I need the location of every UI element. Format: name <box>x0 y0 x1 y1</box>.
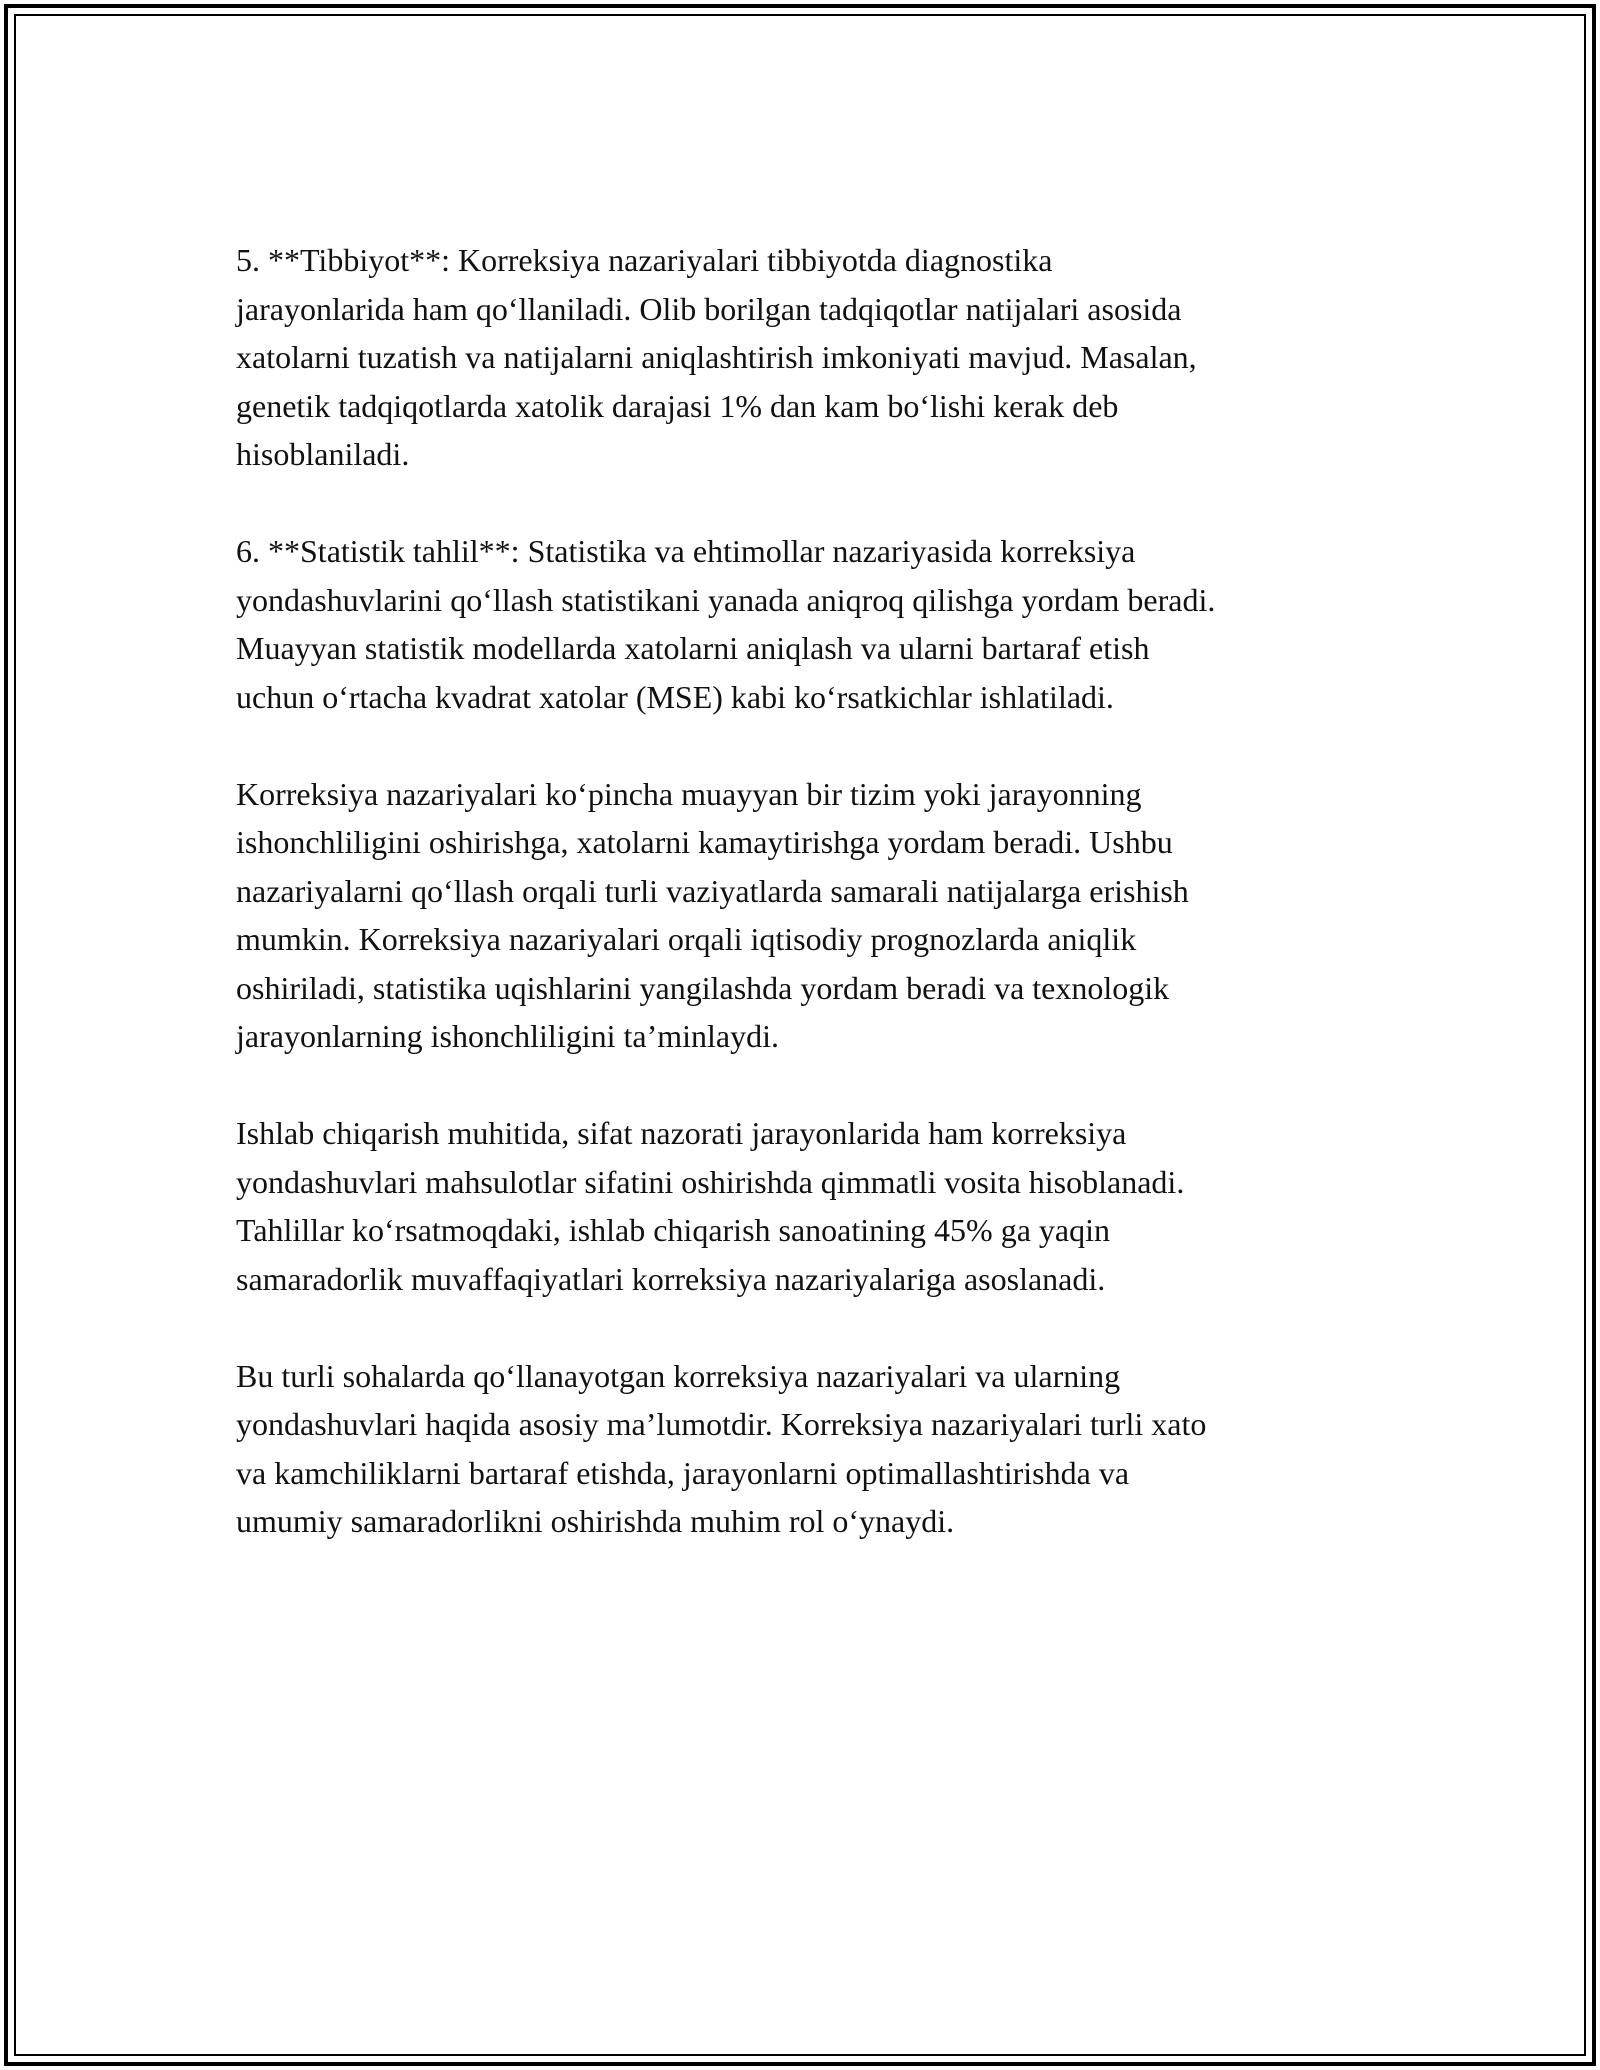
text-line: Korreksiya nazariyalari koʻpincha muayyan bir tizim yoki jarayonning <box>236 775 1142 812</box>
text-line: hisoblaniladi. <box>236 436 410 472</box>
text-line: ishonchliligini oshirishga, xatolarni kamaytirishga yordam beradi. Ushbu <box>236 824 1173 860</box>
text-line: yondashuvlarini qoʻllash statistikani yanada aniqroq qilishga yordam beradi. <box>236 581 1216 618</box>
text-line: xatolarni tuzatish va natijalarni aniqlashtirish imkoniyati mavjud. Masalan, <box>236 339 1197 375</box>
text-line: Ishlab chiqarish muhitida, sifat nazorati jarayonlarida ham korreksiya <box>236 1115 1127 1151</box>
text-line: yondashuvlari haqida asosiy maʼlumotdir. Korreksiya nazariyalari turli xato <box>236 1406 1207 1442</box>
text-line: va kamchiliklarni bartaraf etishda, jarayonlarni optimallashtirishda va <box>236 1454 1130 1491</box>
paragraph-ishlab-chiqarish <box>236 1109 1366 1303</box>
text-line: yondashuvlari mahsulotlar sifatini oshirishda qimmatli vosita hisoblanadi. <box>236 1163 1185 1200</box>
text-line: 6. **Statistik tahlil**: Statistika va ehtimollar nazariyasida korreksiya <box>236 533 1136 569</box>
text-line: umumiy samaradorlikni oshirishda muhim rol oʻynaydi. <box>236 1503 955 1539</box>
text-line: 5. **Tibbiyot**: Korreksiya nazariyalari tibbiyotda diagnostika <box>236 242 1053 278</box>
paragraph-conclusion <box>236 1352 1366 1546</box>
text-line: Tahlillar koʻrsatmoqdaki, ishlab chiqarish sanoatining 45% ga yaqin <box>236 1212 1110 1248</box>
paragraph-statistik-tahlil <box>236 527 1366 721</box>
text-line: uchun oʻrtacha kvadrat xatolar (MSE) kabi koʻrsatkichlar ishlatiladi. <box>236 678 1114 715</box>
text-line: oshiriladi, statistika uqishlarini yangilashda yordam beradi va texnologik <box>236 969 1170 1006</box>
text-line: samaradorlik muvaffaqiyatlari korreksiya nazariyalariga asoslanadi. <box>236 1260 1106 1297</box>
text-line: jarayonlarida ham qoʻllaniladi. Olib borilgan tadqiqotlar natijalari asosida <box>236 290 1182 327</box>
text-line: jarayonlarning ishonchliligini taʼminlaydi. <box>236 1018 779 1054</box>
text-line: mumkin. Korreksiya nazariyalari orqali iqtisodiy prognozlarda aniqlik <box>236 921 1137 957</box>
text-line: Muayyan statistik modellarda xatolarni aniqlash va ularni bartaraf etish <box>236 630 1150 666</box>
text-line: nazariyalarni qoʻllash orqali turli vaziyatlarda samarali natijalarga erishish <box>236 872 1189 909</box>
document-body <box>236 236 1366 1594</box>
paragraph-korreksiya-summary <box>236 770 1366 1061</box>
text-line: genetik tadqiqotlarda xatolik darajasi 1% dan kam boʻlishi kerak deb <box>236 387 1119 424</box>
text-line: Bu turli sohalarda qoʻllanayotgan korreksiya nazariyalari va ularning <box>236 1357 1121 1394</box>
paragraph-tibbiyot <box>236 236 1366 479</box>
